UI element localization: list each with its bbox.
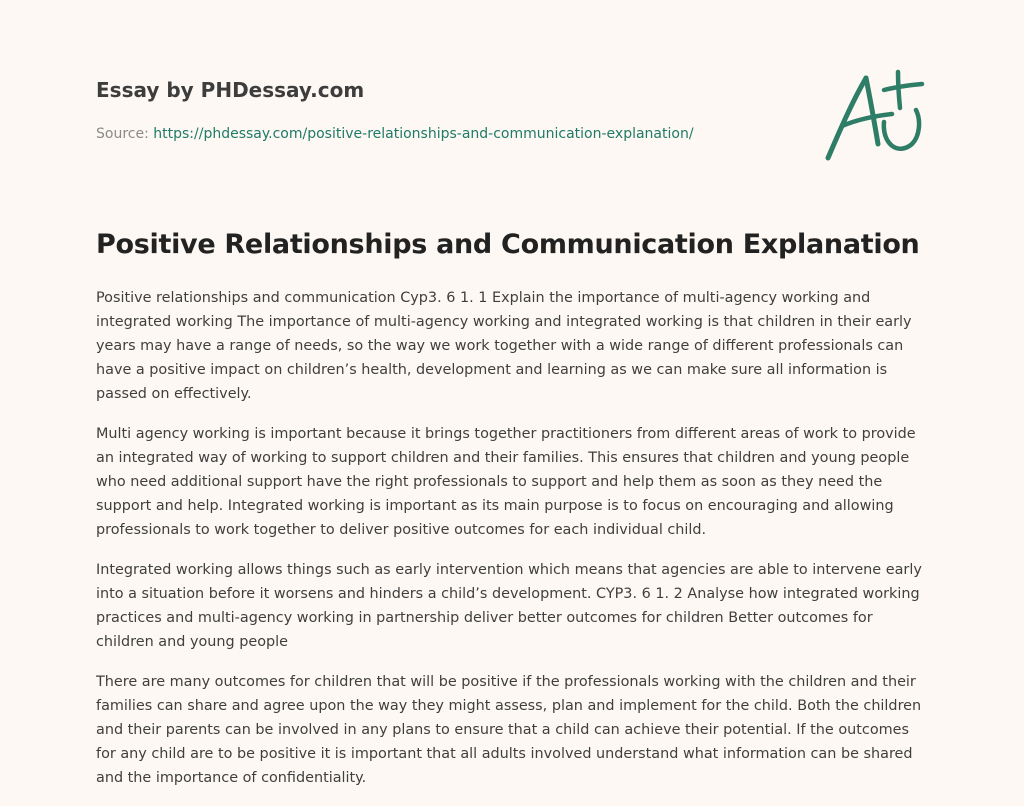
essay-body [96,286,932,806]
essay-header [96,76,796,144]
source-line [96,124,796,144]
brand-title: Essay by PHDessay.com [96,78,365,102]
source-label: Source: [96,126,154,142]
source-link[interactable]: https://phdessay.com/positive-relationships-and-communication-explanation/ [153,126,694,142]
a-plus-icon [822,68,928,164]
page-title: Positive Relationships and Communication Explanation [96,229,920,260]
essay-paragraph: Positive relationships and communication Cyp3. 6 1. 1 Explain the importance of multi-agency working and integrated working The importance of multi-agency working and integrated working is that children in their early years may have a range of needs, so the way we work together with a wide range of different professionals can have a positive impact on children’s health, development and learning as we can make sure all information is passed on effectively. [96,290,912,402]
essay-paragraph: There are many outcomes for children that will be positive if the professionals working with the children and their families can share and agree upon the way they might assess, plan and implement for the child. Both the children and their parents can be involved in any plans to ensure that a child can achieve their potential. If the outcomes for any child are to be positive it is important that all adults involved understand what information can be shared and the importance of confidentiality. [96,674,922,786]
essay-paragraph: Multi agency working is important because it brings together practitioners from different areas of work to provide an integrated way of working to support children and their families. This ensures that children and young people who need additional support have the right professionals to support and help them as soon as they need the support and help. Integrated working is important as its main purpose is to focus on encouraging and allowing professionals to work together to deliver positive outcomes for each individual child. [96,426,916,538]
essay-paragraph: Integrated working allows things such as early intervention which means that agencies are able to intervene early into a situation before it worsens and hinders a child’s development. CYP3. 6 1. 2 Analyse how integrated working practices and multi-agency working in partnership deliver better outcomes for children Better outcomes for children and young people [96,562,922,650]
